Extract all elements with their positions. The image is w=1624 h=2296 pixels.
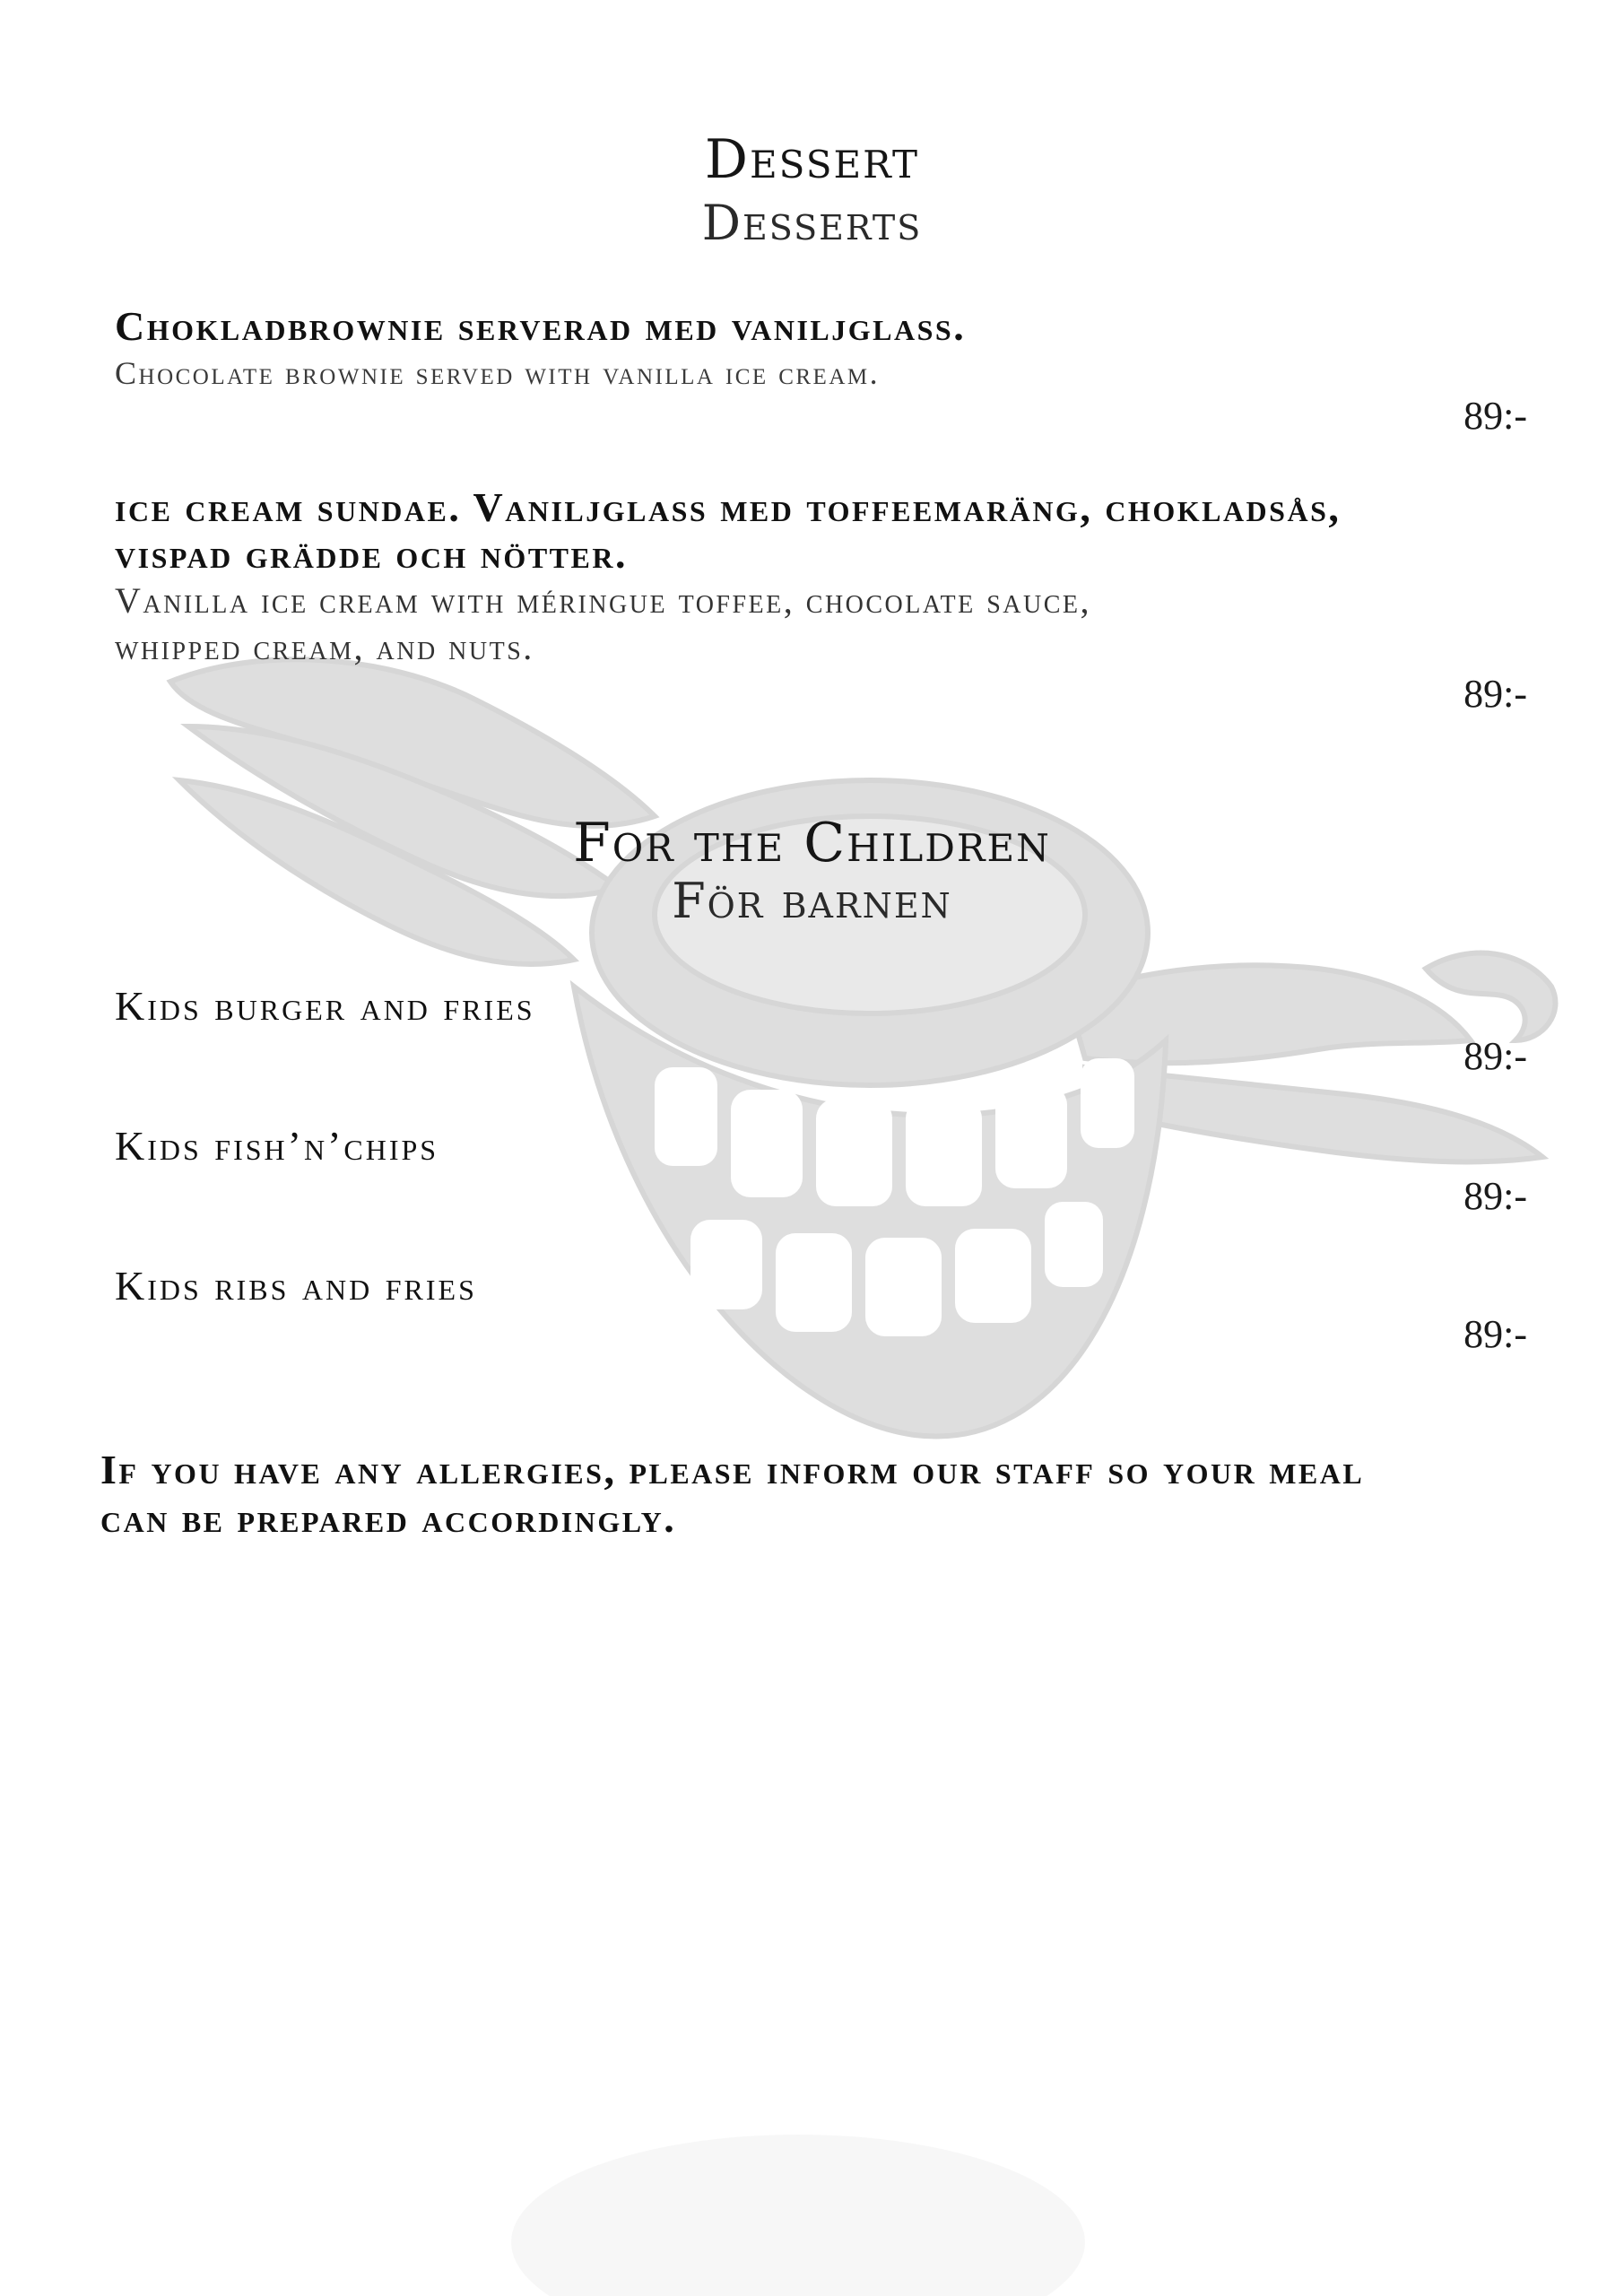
dessert-item-brownie bbox=[115, 303, 1532, 396]
kids-item-burger bbox=[115, 983, 1532, 1030]
dessert-subtitle: Desserts bbox=[701, 195, 923, 251]
dessert-item-sundae bbox=[115, 484, 1532, 671]
kids-item-price: 89:- bbox=[1463, 1312, 1527, 1356]
dessert-item-description: Chocolate brownie served with vanilla ice cream. bbox=[115, 355, 881, 391]
dessert-title: Dessert bbox=[704, 128, 920, 191]
dessert-item-description-line1: Vanilla ice cream with méringue toffee, chocolate sauce, bbox=[115, 580, 1092, 621]
dessert-item-price: 89:- bbox=[1463, 394, 1527, 438]
kids-item-name: Kids fish’n’chips bbox=[115, 1123, 439, 1169]
dessert-item-price: 89:- bbox=[1463, 672, 1527, 716]
children-title: For the Children bbox=[573, 812, 1051, 874]
dessert-item-description-line2: whipped cream, and nuts. bbox=[115, 627, 534, 667]
kids-item-price: 89:- bbox=[1463, 1174, 1527, 1218]
dessert-item-name: Chokladbrownie serverad med vaniljglass. bbox=[115, 303, 967, 349]
kids-item-price: 89:- bbox=[1463, 1034, 1527, 1078]
allergy-notice-line2: can be prepared accordingly. bbox=[100, 1495, 677, 1541]
allergy-notice bbox=[100, 1446, 1553, 1543]
kids-item-name: Kids ribs and fries bbox=[115, 1263, 477, 1309]
dessert-item-name-line2: vispad grädde och nötter. bbox=[115, 531, 628, 577]
kids-item-name: Kids burger and fries bbox=[115, 983, 535, 1029]
allergy-notice-line1: If you have any allergies, please inform our staff so your meal bbox=[100, 1447, 1365, 1492]
kids-item-fish-chips bbox=[115, 1123, 1532, 1170]
kids-item-ribs bbox=[115, 1263, 1532, 1309]
children-subtitle: För barnen bbox=[672, 873, 952, 929]
dessert-item-name-line1: ice cream sundae. Vaniljglass med toffeemaräng, chokladsås, bbox=[115, 484, 1342, 530]
